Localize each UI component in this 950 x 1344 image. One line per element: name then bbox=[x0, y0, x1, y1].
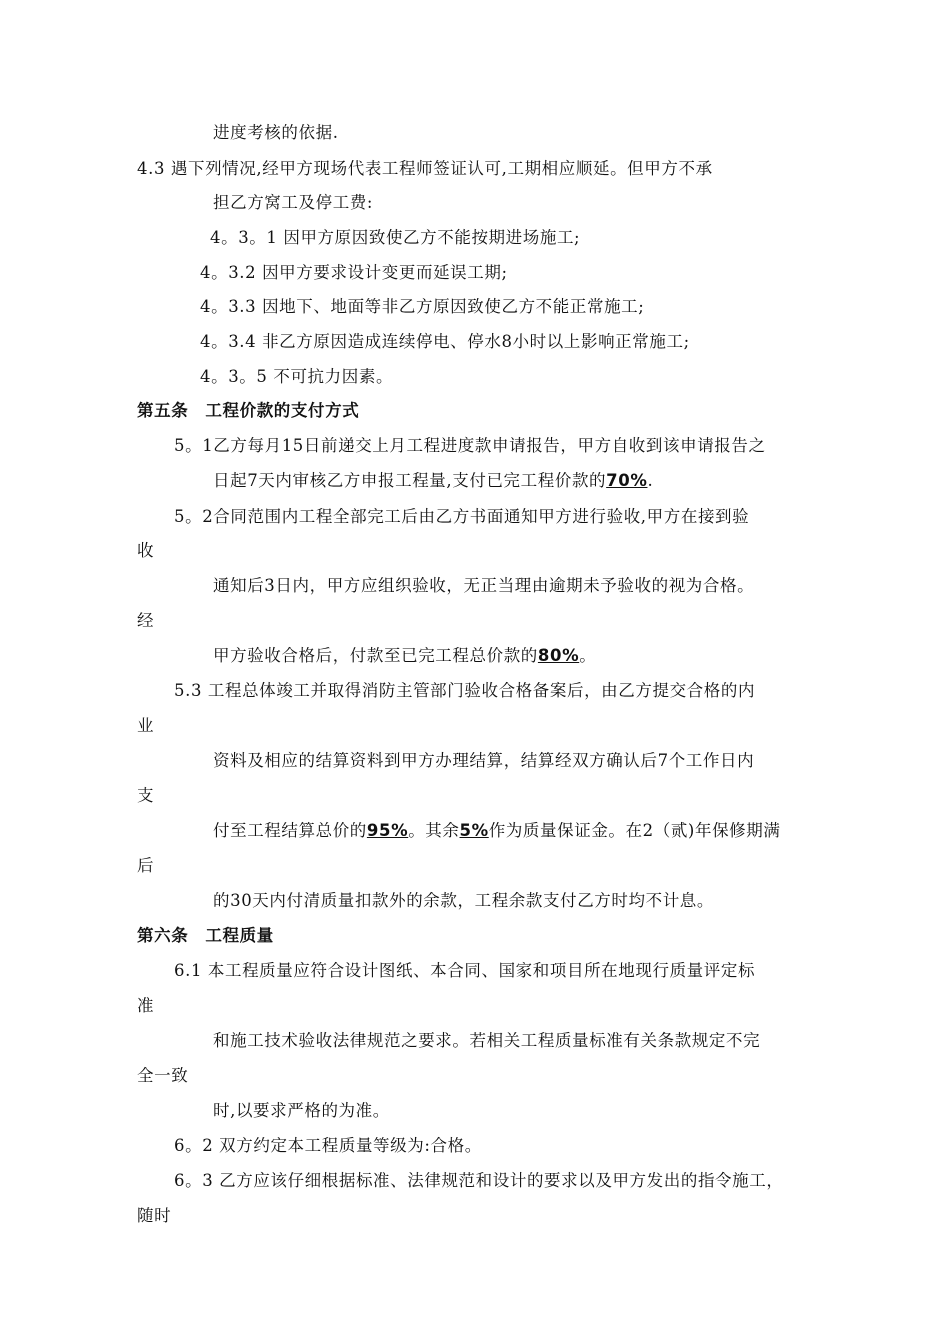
percent-5: 5% bbox=[459, 821, 489, 840]
clause-6-1: 6.1 本工程质量应符合设计图纸、本合同、国家和项目所在地现行质量评定标 bbox=[174, 961, 756, 980]
text-line: 后 bbox=[137, 856, 155, 875]
article-5-heading: 第五条 工程价款的支付方式 bbox=[137, 401, 360, 420]
text-line: 日起7天内审核乙方申报工程量,支付已完工程价款的70%. bbox=[213, 471, 654, 490]
clause-5-3: 5.3 工程总体竣工并取得消防主管部门验收合格备案后，由乙方提交合格的内 bbox=[174, 681, 756, 700]
text-line: 甲方验收合格后，付款至已完工程总价款的80%。 bbox=[213, 646, 597, 665]
clause-4-3-3: 4。3.3 因地下、地面等非乙方原因致使乙方不能正常施工; bbox=[200, 297, 645, 316]
clause-4-3-5: 4。3。5 不可抗力因素。 bbox=[200, 367, 394, 386]
text-line: 和施工技术验收法律规范之要求。若相关工程质量标准有关条款规定不完 bbox=[213, 1031, 761, 1050]
text-line: 资料及相应的结算资料到甲方办理结算，结算经双方确认后7个工作日内 bbox=[213, 751, 755, 770]
text-line: 进度考核的依据. bbox=[213, 123, 339, 142]
text-line: 担乙方窝工及停工费: bbox=[213, 193, 374, 212]
text-line: 收 bbox=[137, 541, 155, 560]
text-line: 支 bbox=[137, 786, 155, 805]
clause-6-2: 6。2 双方约定本工程质量等级为:合格。 bbox=[174, 1136, 482, 1155]
clause-6-3: 6。3 乙方应该仔细根据标准、法律规范和设计的要求以及甲方发出的指令施工， bbox=[174, 1171, 784, 1190]
clause-5-1: 5。1乙方每月15日前递交上月工程进度款申请报告，甲方自收到该申请报告之 bbox=[174, 436, 766, 455]
text-line: 全一致 bbox=[137, 1066, 189, 1085]
text-line: 业 bbox=[137, 716, 155, 735]
text-line: 的30天内付清质量扣款外的余款，工程余款支付乙方时均不计息。 bbox=[213, 891, 714, 910]
clause-5-2: 5。2合同范围内工程全部完工后由乙方书面通知甲方进行验收,甲方在接到验 bbox=[174, 507, 750, 526]
percent-80: 80% bbox=[537, 646, 580, 665]
text-line: 随时 bbox=[137, 1206, 172, 1225]
clause-4-3-2: 4。3.2 因甲方要求设计变更而延误工期; bbox=[200, 263, 508, 282]
clause-4-3-1: 4。3。1 因甲方原因致使乙方不能按期进场施工; bbox=[210, 228, 581, 247]
percent-70: 70% bbox=[606, 471, 648, 490]
text-line: 准 bbox=[137, 996, 155, 1015]
percent-95: 95% bbox=[366, 821, 409, 840]
text-line: 通知后3日内，甲方应组织验收，无正当理由逾期未予验收的视为合格。 bbox=[213, 576, 755, 595]
clause-4-3-4: 4。3.4 非乙方原因造成连续停电、停水8小时以上影响正常施工; bbox=[200, 332, 690, 351]
article-6-heading: 第六条 工程质量 bbox=[137, 926, 274, 945]
text-line: 时,以要求严格的为准。 bbox=[213, 1101, 390, 1120]
text-line: 付至工程结算总价的95%。其余5%作为质量保证金。在2（贰)年保修期满 bbox=[213, 821, 781, 840]
text-line: 经 bbox=[137, 611, 155, 630]
clause-4-3: 4.3 遇下列情况,经甲方现场代表工程师签证认可,工期相应顺延。但甲方不承 bbox=[137, 159, 713, 178]
